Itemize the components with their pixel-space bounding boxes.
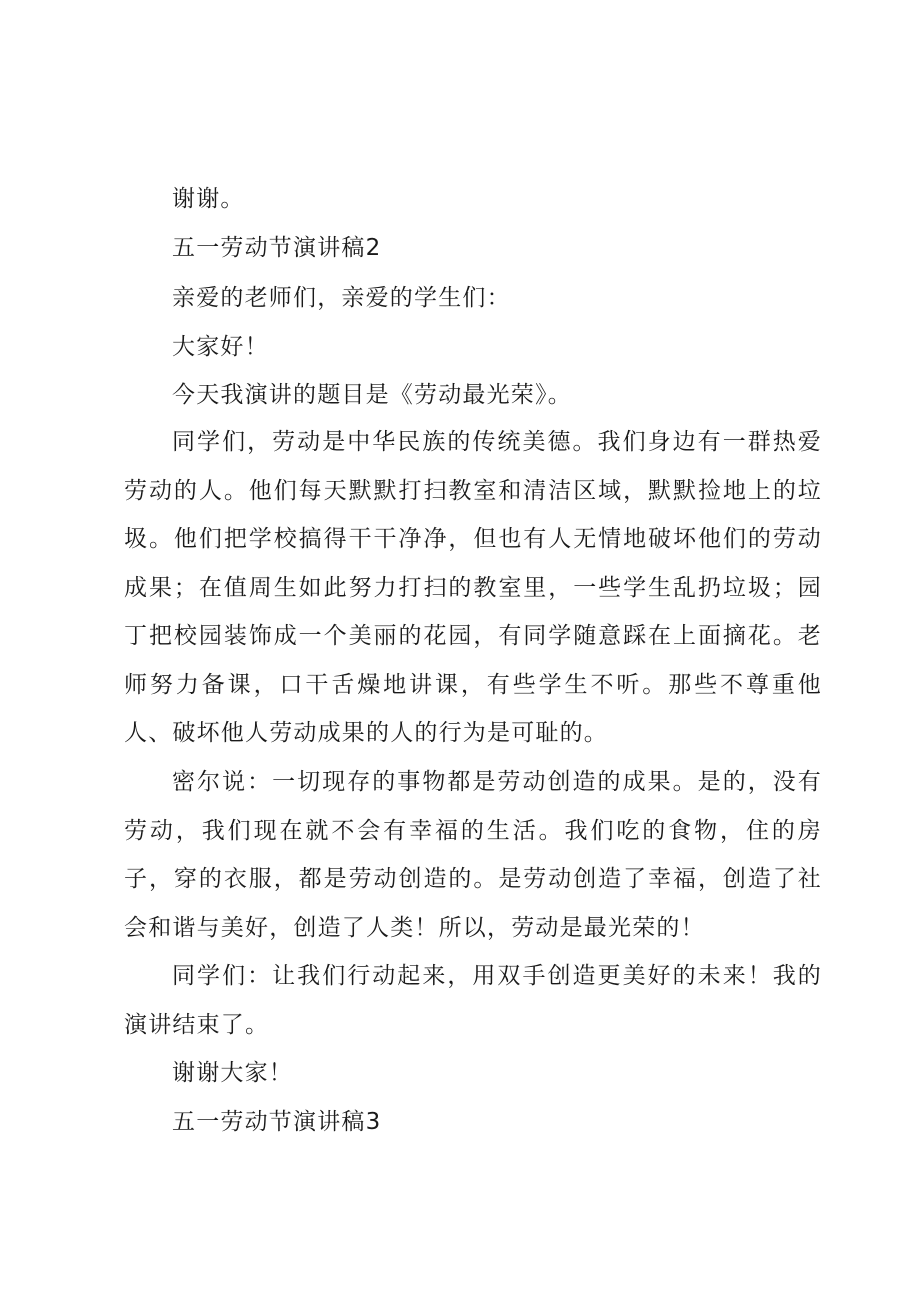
greeting-line: 亲爱的老师们，亲爱的学生们： <box>172 285 511 311</box>
closing-thanks: 谢谢。 <box>172 186 245 212</box>
body-paragraph-3: 同学们：让我们行动起来，用双手创造更美好的未来！我的演讲结束了。 <box>124 963 822 1038</box>
body-paragraph-1: 同学们，劳动是中华民族的传统美德。我们身边有一群热爱劳动的人。他们每天默默打扫教室和清洁区域，默默捡地上的垃圾。他们把学校搞得干干净净，但也有人无情地破坏他们的劳动成果；在值周生如此努力打扫的教室里，一些学生乱扔垃圾；园丁把校园装饰成一个美丽的花园，有同学随意踩在上面摘花。老师努力备课，口干舌燥地讲课，有些学生不听。那些不尊重他人、破坏他人劳动成果的人的行为是可耻的。 <box>124 429 822 746</box>
body-paragraph-2: 密尔说：一切现存的事物都是劳动创造的成果。是的，没有劳动，我们现在就不会有幸福的生活。我们吃的食物，住的房子，穿的衣服，都是劳动创造的。是劳动创造了幸福，创造了社会和谐与美好，创造了人类！所以，劳动是最光荣的！ <box>124 769 822 941</box>
speech-2-title: 五一劳动节演讲稿2 <box>172 235 382 261</box>
topic-line: 今天我演讲的题目是《劳动最光荣》。 <box>172 382 572 408</box>
thanks-everyone: 谢谢大家！ <box>172 1060 293 1086</box>
hello-line: 大家好！ <box>172 334 269 360</box>
speech-3-title: 五一劳动节演讲稿3 <box>172 1109 382 1135</box>
